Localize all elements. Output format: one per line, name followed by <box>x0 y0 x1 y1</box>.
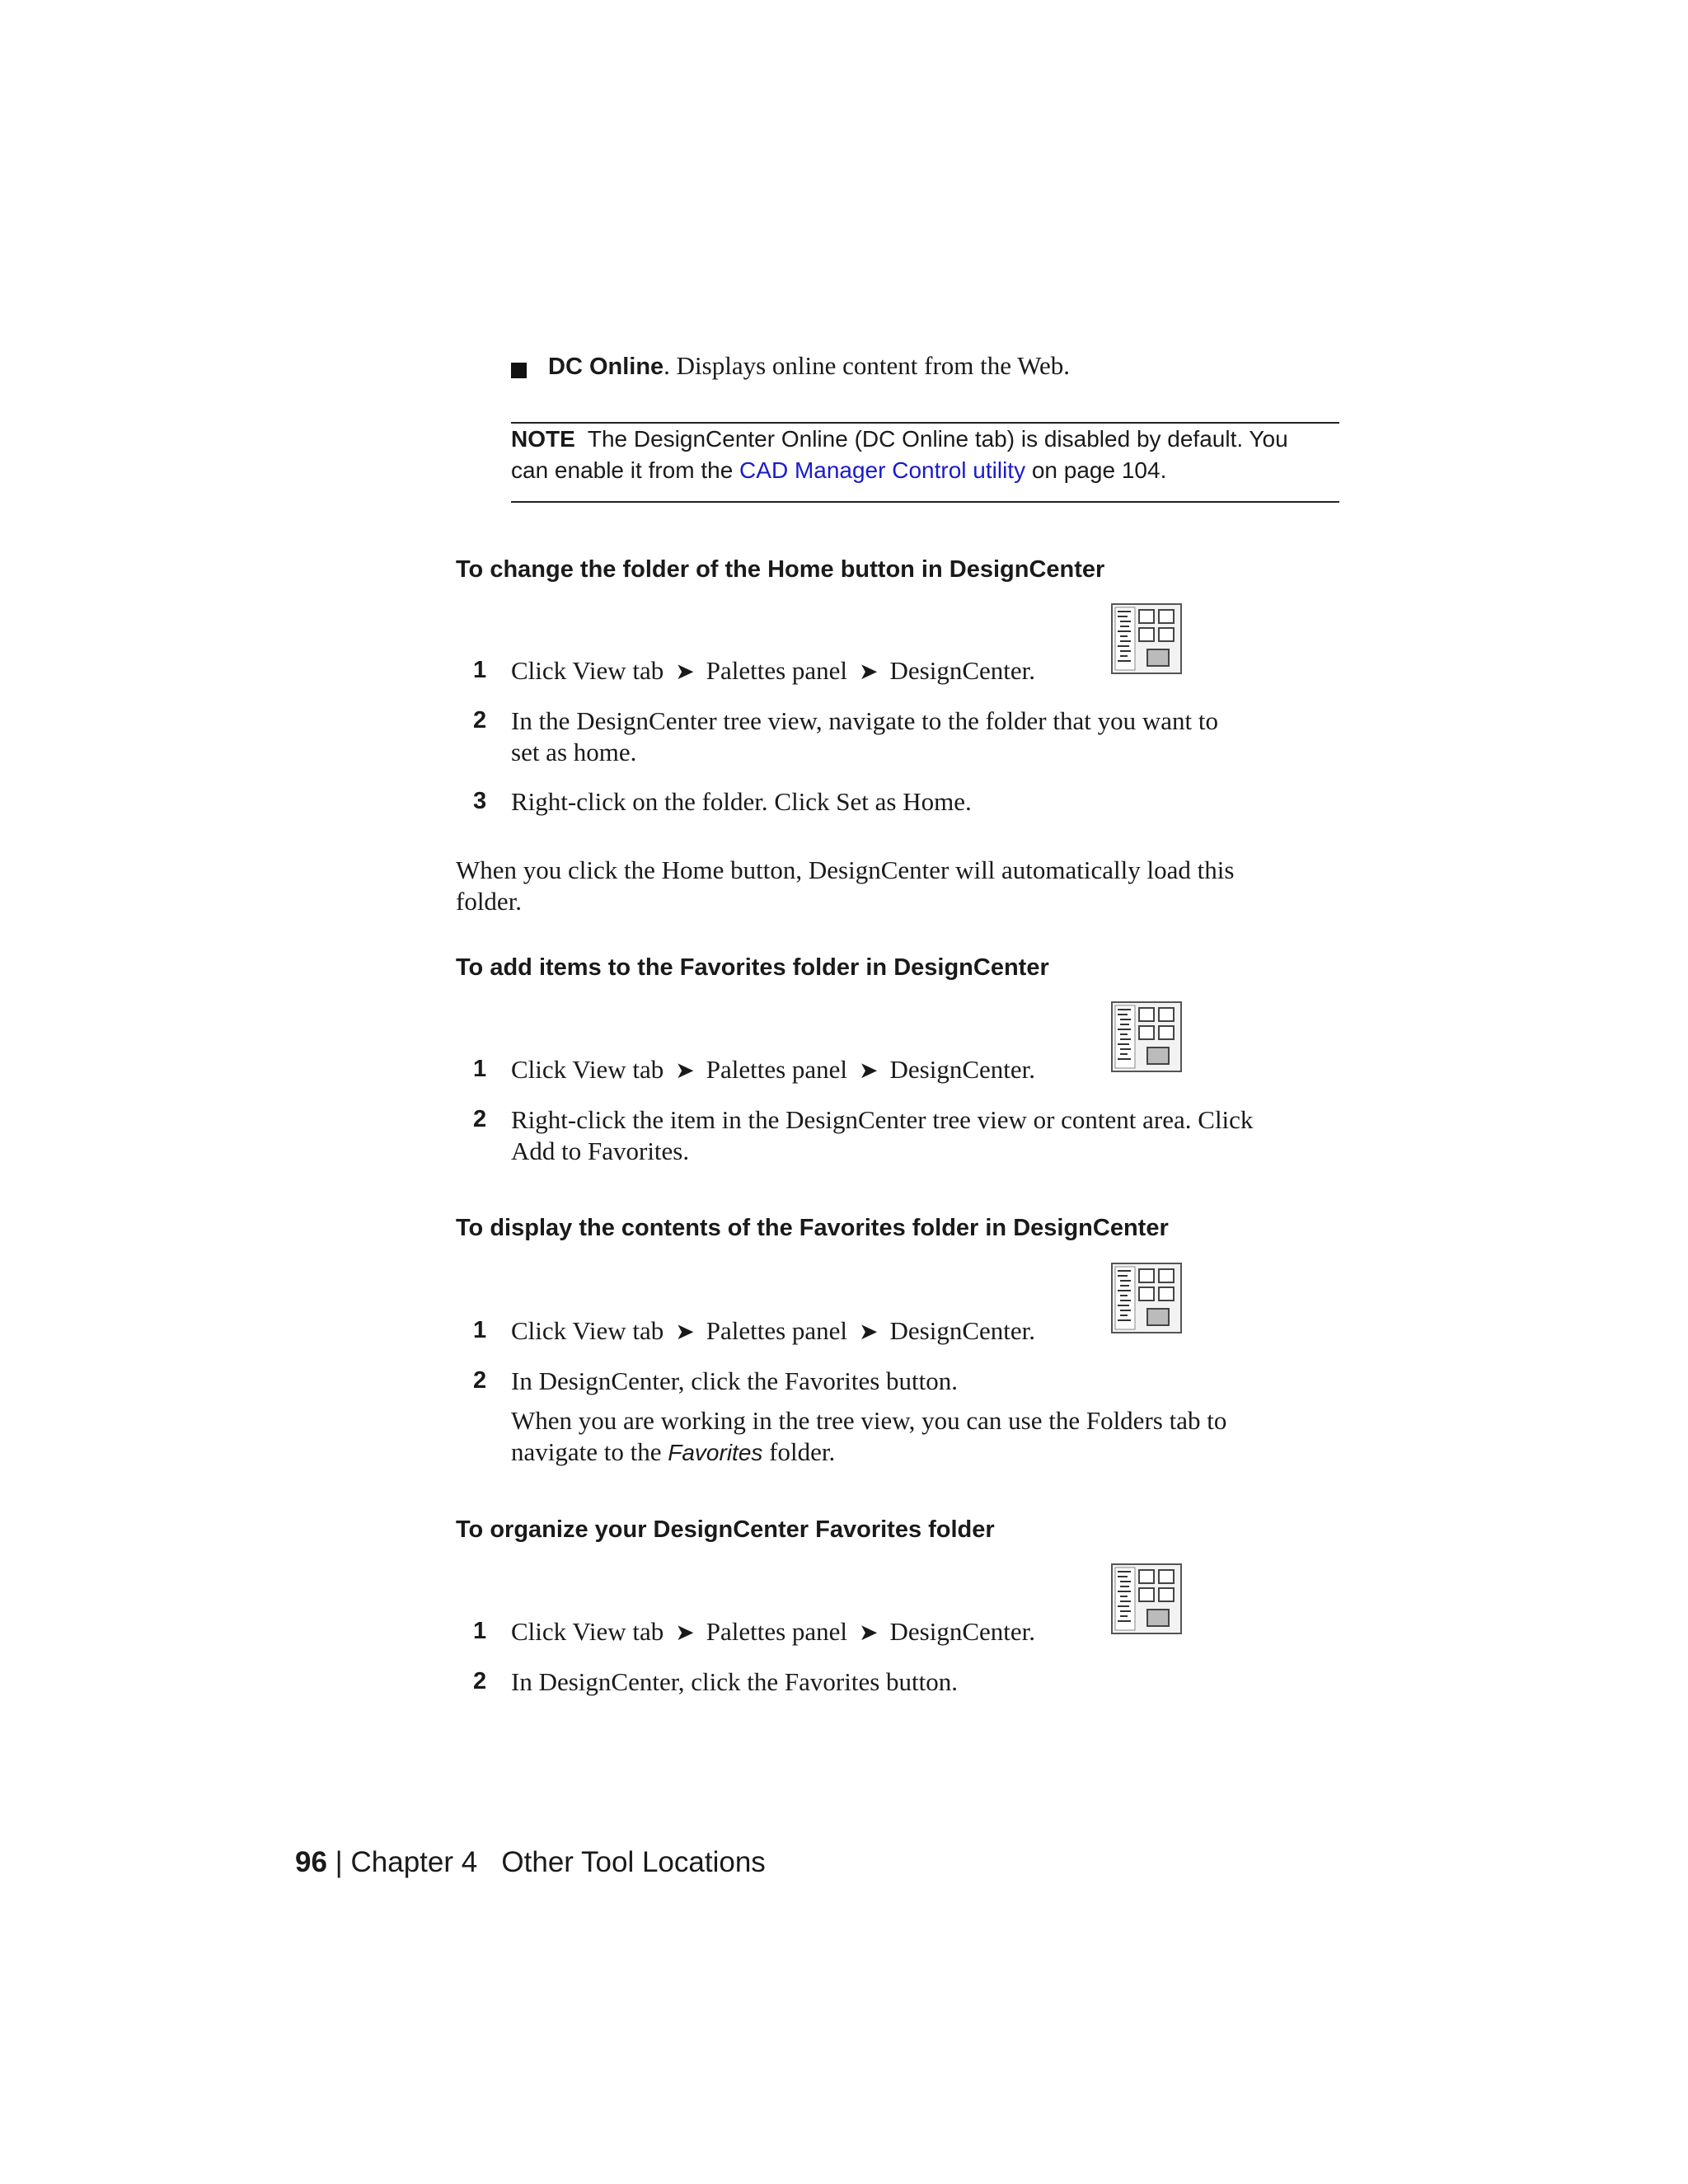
step-part-palettes: Palettes panel <box>706 1055 848 1084</box>
note-line-2 <box>511 457 1166 484</box>
step-part-designcenter: DesignCenter. <box>889 1617 1036 1646</box>
step-part-designcenter: DesignCenter. <box>889 1316 1036 1345</box>
bullet-term: DC Online <box>548 354 664 380</box>
step-text <box>511 1616 1035 1649</box>
designcenter-icon <box>1111 1563 1182 1634</box>
paragraph <box>456 855 1234 917</box>
step-text <box>511 705 1218 768</box>
designcenter-icon <box>1111 603 1182 674</box>
step-text-pre: navigate to the <box>511 1437 668 1466</box>
step-part-palettes: Palettes panel <box>706 1316 848 1345</box>
step-text <box>511 655 1035 688</box>
step-text: Right-click on the folder. Click Set as Home. <box>511 787 972 816</box>
step-part-designcenter: DesignCenter. <box>889 1055 1036 1084</box>
step-number: 1 <box>473 1618 487 1644</box>
step-line: Right-click the item in the DesignCenter tree view or content area. Click <box>511 1105 1254 1134</box>
step-line <box>511 1436 1226 1469</box>
step-part-view-tab: Click View tab <box>511 656 664 685</box>
paragraph-line: folder. <box>456 887 523 916</box>
footer-chapter: Chapter 4 <box>350 1846 478 1878</box>
arrow-icon: ➤ <box>675 1058 695 1084</box>
page-number: 96 <box>295 1846 327 1878</box>
step-part-view-tab: Click View tab <box>511 1055 664 1084</box>
step-number: 3 <box>473 788 487 814</box>
section-heading-add-favorites: To add items to the Favorites folder in DesignCenter <box>456 954 1049 981</box>
cad-manager-link[interactable]: CAD Manager Control utility <box>739 457 1026 483</box>
arrow-icon: ➤ <box>675 1620 695 1646</box>
step-part-view-tab: Click View tab <box>511 1316 664 1345</box>
note-text-1: The DesignCenter Online (DC Online tab) is disabled by default. You <box>587 426 1288 452</box>
favorites-emphasis: Favorites <box>668 1440 763 1465</box>
step-number: 2 <box>473 1668 487 1694</box>
step-text-post: folder. <box>762 1437 836 1466</box>
step-line: set as home. <box>511 738 637 766</box>
footer-chapter-title: Other Tool Locations <box>501 1846 766 1878</box>
note-text-3: on page 104. <box>1025 457 1167 483</box>
footer-separator: | <box>335 1846 343 1878</box>
step-line: Add to Favorites. <box>511 1137 690 1165</box>
bullet-item <box>548 351 1070 381</box>
step-number: 1 <box>473 657 487 683</box>
section-heading-display-favorites: To display the contents of the Favorites folder in DesignCenter <box>456 1215 1169 1241</box>
arrow-icon: ➤ <box>859 1319 879 1345</box>
arrow-icon: ➤ <box>859 659 879 685</box>
step-text <box>511 1315 1035 1348</box>
designcenter-icon <box>1111 1263 1182 1333</box>
arrow-icon: ➤ <box>859 1620 879 1646</box>
arrow-icon: ➤ <box>675 1319 695 1345</box>
step-text: In DesignCenter, click the Favorites button. <box>511 1366 959 1395</box>
step-number: 2 <box>473 1367 487 1394</box>
section-heading-organize-favorites: To organize your DesignCenter Favorites folder <box>456 1516 995 1543</box>
step-line: In the DesignCenter tree view, navigate to the folder that you want to <box>511 706 1218 735</box>
note-line-1 <box>511 426 1288 452</box>
bullet-text: . Displays online content from the Web. <box>663 351 1071 380</box>
bullet-square <box>511 363 527 378</box>
step-number: 1 <box>473 1056 487 1082</box>
paragraph-line: When you click the Home button, DesignCenter will automatically load this <box>456 855 1235 884</box>
note-label: NOTE <box>511 426 575 452</box>
arrow-icon: ➤ <box>859 1058 879 1084</box>
step-part-palettes: Palettes panel <box>706 1617 848 1646</box>
step-text: In DesignCenter, click the Favorites button. <box>511 1667 959 1696</box>
note-text-2: can enable it from the <box>511 457 740 483</box>
section-heading-home: To change the folder of the Home button in DesignCenter <box>456 556 1105 583</box>
step-subtext <box>511 1405 1226 1469</box>
step-number: 2 <box>473 1106 487 1132</box>
step-text <box>511 1054 1035 1087</box>
page-footer <box>295 1846 766 1879</box>
step-number: 2 <box>473 707 487 733</box>
designcenter-icon <box>1111 1001 1182 1072</box>
step-part-palettes: Palettes panel <box>706 656 848 685</box>
arrow-icon: ➤ <box>675 659 695 685</box>
step-part-designcenter: DesignCenter. <box>889 656 1036 685</box>
step-number: 1 <box>473 1317 487 1343</box>
step-line: When you are working in the tree view, you can use the Folders tab to <box>511 1406 1227 1435</box>
step-part-view-tab: Click View tab <box>511 1617 664 1646</box>
step-text <box>511 1104 1253 1167</box>
